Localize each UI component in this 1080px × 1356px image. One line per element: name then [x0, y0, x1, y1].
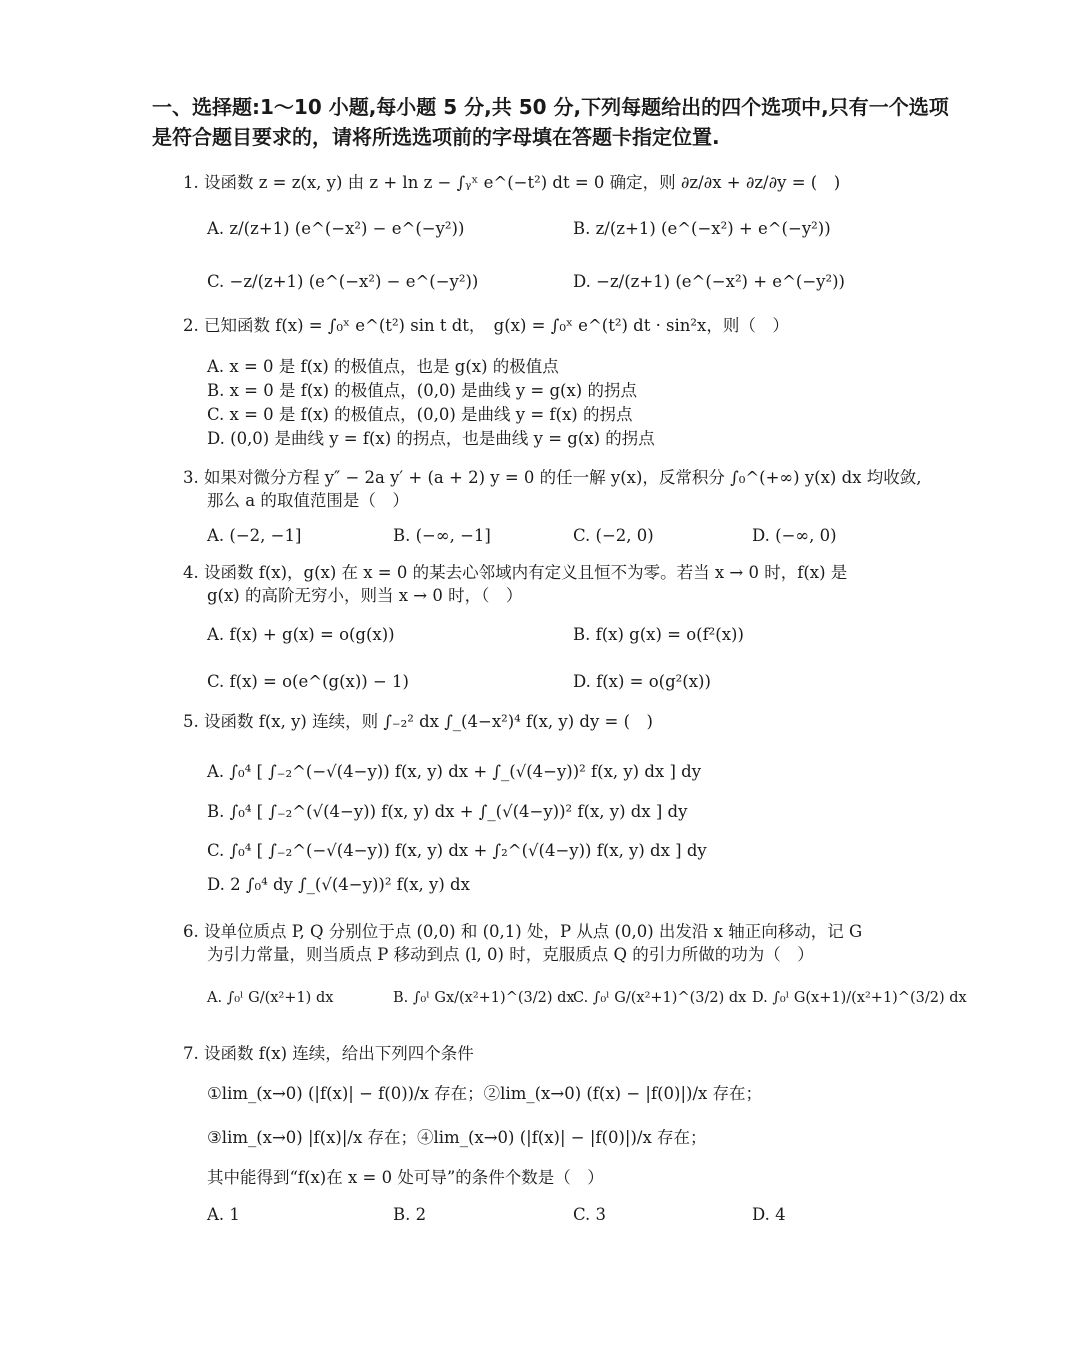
question-1-option-b: B. z/(z+1) (e^(−x²) + e^(−y²)) — [573, 219, 831, 238]
question-7-ask: 其中能得到“f(x)在 x = 0 处可导”的条件个数是（ ） — [207, 1168, 604, 1187]
question-3-option-a: A. (−2, −1] — [207, 526, 302, 545]
question-6-stem-line2: 为引力常量，则当质点 P 移动到点 (l, 0) 时，克服质点 Q 的引力所做的功为（ ） — [207, 945, 814, 964]
question-2-option-c: C. x = 0 是 f(x) 的极值点，(0,0) 是曲线 y = f(x) 的拐点 — [207, 405, 633, 424]
question-2-option-d: D. (0,0) 是曲线 y = f(x) 的拐点，也是曲线 y = g(x) 的拐点 — [207, 429, 655, 448]
question-2-option-b: B. x = 0 是 f(x) 的极值点，(0,0) 是曲线 y = g(x) 的拐点 — [207, 381, 637, 400]
question-1-option-d: D. −z/(z+1) (e^(−x²) + e^(−y²)) — [573, 272, 845, 291]
question-7-option-c: C. 3 — [573, 1205, 607, 1224]
question-3-option-d: D. (−∞, 0) — [752, 526, 837, 545]
question-7-option-d: D. 4 — [752, 1205, 786, 1224]
question-1-option-a: A. z/(z+1) (e^(−x²) − e^(−y²)) — [207, 219, 465, 238]
question-7-option-b: B. 2 — [393, 1205, 427, 1224]
question-2-option-a: A. x = 0 是 f(x) 的极值点，也是 g(x) 的极值点 — [207, 357, 559, 376]
question-3-option-b: B. (−∞, −1] — [393, 526, 491, 545]
question-4-option-d: D. f(x) = o(g²(x)) — [573, 672, 711, 691]
question-3-option-c: C. (−2, 0) — [573, 526, 654, 545]
question-3-stem-line2: 那么 a 的取值范围是（ ） — [207, 491, 409, 510]
question-6-option-c: C. ∫₀ˡ G/(x²+1)^(3/2) dx — [573, 990, 747, 1006]
question-5-option-a: A. ∫₀⁴ [ ∫₋₂^(−√(4−y)) f(x, y) dx + ∫_(√(4−y))² f(x, y) dx ] dy — [207, 762, 702, 781]
question-6-stem-line1: 6. 设单位质点 P, Q 分别位于点 (0,0) 和 (0,1) 处，P 从点 (0,0) 出发沿 x 轴正向移动，记 G — [183, 922, 863, 941]
section-title: 一、选择题:1～10 小题,每小题 5 分,共 50 分,下列每题给出的四个选项中,只有一个选项是符合题目要求的，请将所选选项前的字母填在答题卡指定位置. — [152, 95, 949, 149]
question-5-option-c: C. ∫₀⁴ [ ∫₋₂^(−√(4−y)) f(x, y) dx + ∫₂^(√(4−y)) f(x, y) dx ] dy — [207, 841, 707, 860]
question-4-stem-line1: 4. 设函数 f(x)，g(x) 在 x = 0 的某去心邻域内有定义且恒不为零。若当 x → 0 时，f(x) 是 — [183, 563, 848, 582]
question-7-stem: 7. 设函数 f(x) 连续，给出下列四个条件 — [183, 1044, 474, 1063]
question-1-option-c: C. −z/(z+1) (e^(−x²) − e^(−y²)) — [207, 272, 479, 291]
question-5-stem: 5. 设函数 f(x, y) 连续，则 ∫₋₂² dx ∫_(4−x²)⁴ f(x, y) dy = ( ) — [183, 712, 653, 731]
question-5-option-b: B. ∫₀⁴ [ ∫₋₂^(√(4−y)) f(x, y) dx + ∫_(√(4−y))² f(x, y) dx ] dy — [207, 802, 688, 821]
question-6-option-b: B. ∫₀ˡ Gx/(x²+1)^(3/2) dx — [393, 990, 575, 1006]
question-7-conditions-1-2: ①lim_(x→0) (|f(x)| − f(0))/x 存在；②lim_(x→0) (f(x) − |f(0)|)/x 存在； — [207, 1084, 763, 1103]
question-1-stem: 1. 设函数 z = z(x, y) 由 z + ln z − ∫ᵧˣ e^(−t²) dt = 0 确定，则 ∂z/∂x + ∂z/∂y = ( ) — [183, 173, 841, 192]
question-7-conditions-3-4: ③lim_(x→0) |f(x)|/x 存在；④lim_(x→0) (|f(x)| − |f(0)|)/x 存在； — [207, 1128, 707, 1147]
question-7-option-a: A. 1 — [207, 1205, 240, 1224]
question-4-option-a: A. f(x) + g(x) = o(g(x)) — [207, 625, 395, 644]
question-6-option-a: A. ∫₀ˡ G/(x²+1) dx — [207, 990, 334, 1006]
question-3-stem-line1: 3. 如果对微分方程 y″ − 2a y′ + (a + 2) y = 0 的任一解 y(x)，反常积分 ∫₀^(+∞) y(x) dx 均收敛, — [183, 468, 922, 487]
question-5-option-d: D. 2 ∫₀⁴ dy ∫_(√(4−y))² f(x, y) dx — [207, 875, 470, 894]
question-6-option-d: D. ∫₀ˡ G(x+1)/(x²+1)^(3/2) dx — [752, 990, 967, 1006]
question-4-option-b: B. f(x) g(x) = o(f²(x)) — [573, 625, 744, 644]
question-2-stem: 2. 已知函数 f(x) = ∫₀ˣ e^(t²) sin t dt， g(x) = ∫₀ˣ e^(t²) dt · sin²x，则（ ） — [183, 316, 789, 335]
question-4-stem-line2: g(x) 的高阶无穷小，则当 x → 0 时，（ ） — [207, 586, 523, 605]
question-4-option-c: C. f(x) = o(e^(g(x)) − 1) — [207, 672, 409, 691]
